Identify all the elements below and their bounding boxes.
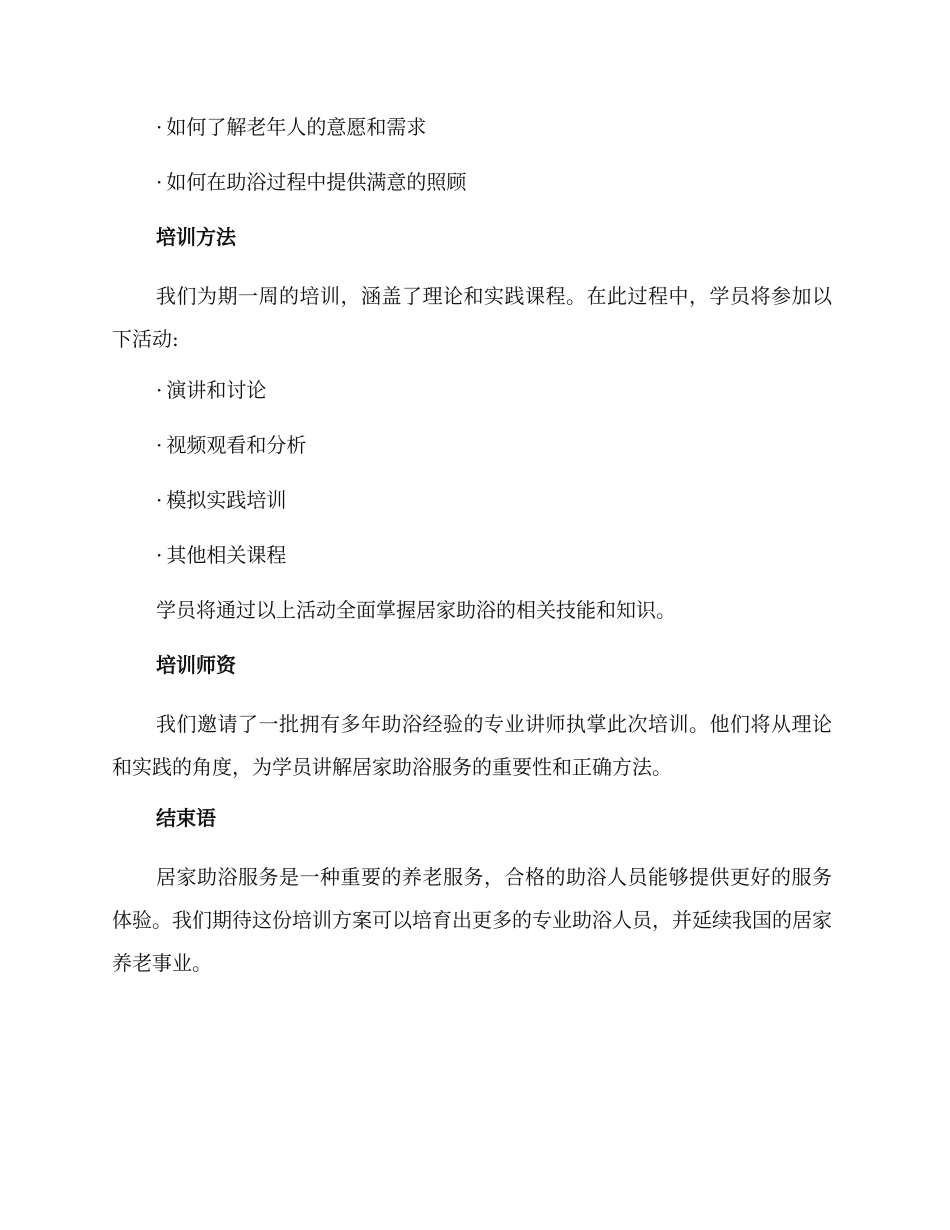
section-heading-conclusion: 结束语 — [156, 806, 216, 830]
bullet-item — [112, 538, 832, 572]
bullet-dot: · — [156, 488, 163, 512]
methods-summary-text: 学员将通过以上活动全面掌握居家助浴的相关技能和知识。 — [156, 598, 676, 622]
bullet-text: 其他相关课程 — [166, 543, 287, 567]
bullet-item — [112, 373, 832, 407]
bullet-dot: · — [156, 433, 163, 457]
bullet-item — [112, 483, 832, 517]
methods-intro-paragraph: 我们为期一周的培训，涵盖了理论和实践课程。在此过程中，学员将参加以下活动: — [112, 284, 832, 351]
bullet-dot: · — [156, 378, 163, 402]
bullet-dot: · — [156, 543, 163, 567]
bullet-text: 模拟实践培训 — [166, 488, 287, 512]
bullet-dot: · — [156, 115, 163, 139]
conclusion-paragraph: 居家助浴服务是一种重要的养老服务，合格的助浴人员能够提供更好的服务体验。我们期待这份培训方案可以培育出更多的专业助浴人员，并延续我国的居家养老事业。 — [112, 865, 832, 975]
bullet-text: 如何了解老年人的意愿和需求 — [166, 115, 427, 139]
bullet-text: 视频观看和分析 — [166, 433, 307, 457]
bullet-item — [112, 165, 832, 199]
methods-summary — [112, 593, 832, 627]
teachers-paragraph: 我们邀请了一批拥有多年助浴经验的专业讲师执掌此次培训。他们将从理论和实践的角度，为学员讲解居家助浴服务的重要性和正确方法。 — [112, 712, 832, 779]
bullet-text: 演讲和讨论 — [166, 378, 267, 402]
bullet-item — [112, 110, 832, 144]
bullet-dot: · — [156, 170, 163, 194]
bullet-item — [112, 428, 832, 462]
section-heading-teachers: 培训师资 — [156, 653, 236, 677]
bullet-text: 如何在助浴过程中提供满意的照顾 — [166, 170, 467, 194]
section-heading-methods: 培训方法 — [156, 225, 236, 249]
